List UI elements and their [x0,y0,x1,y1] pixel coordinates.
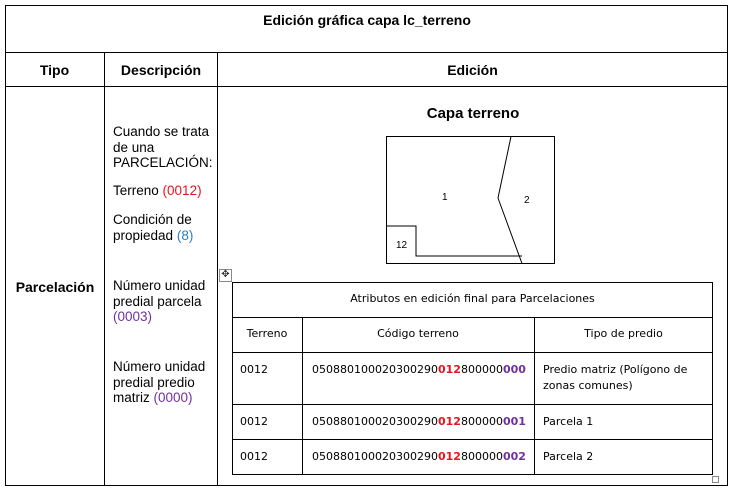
header-row-bottom [5,86,728,87]
row1-code-prefix: 050880100020300290 [312,363,438,376]
inner-caption-bottom [232,317,713,318]
inner-left [232,282,233,475]
condicion-code: (8) [176,227,194,243]
lot12-label: 12 [396,240,408,251]
parcel-diagram [386,136,556,266]
description-condicion [113,212,215,243]
description-terreno [113,183,215,199]
description-intro [113,124,215,171]
row1-code-mid: 800000 [460,363,503,376]
row1-code-terreno: 012 [437,363,461,376]
capa-title: Capa terreno [426,105,520,122]
row1-code-npu: 000 [502,363,526,376]
row3-codigo [312,449,526,465]
col-header-terreno: Terreno [246,327,288,340]
row3-code-prefix: 050880100020300290 [312,450,438,463]
outer-border-bottom [5,485,728,486]
header-descripcion: Descripción [120,62,202,78]
row2-terreno: 0012 [240,415,268,428]
condicion-label: Condición de propiedad [113,212,192,243]
npu-parcela-code: (0003) [113,309,153,324]
npu-parcela-label: Número unidad predial parcela [113,278,206,309]
table-resize-handle[interactable] [712,476,719,483]
terreno-code: (0012) [162,183,202,198]
row3-code-terreno: 012 [437,450,461,463]
npu-matriz-code: (0000) [153,390,193,405]
lot1-label: 1 [442,192,448,203]
inner-top [232,282,713,283]
table-move-handle-icon[interactable]: ✥ [219,269,232,282]
row3-tipo: Parcela 2 [543,450,594,463]
description-npu-parcela [113,278,215,325]
header-tipo: Tipo [39,62,70,78]
row3-code-mid: 800000 [460,450,503,463]
inner-header-bottom [232,352,713,353]
inner-row2-bottom [232,439,713,440]
row2-code-mid: 800000 [460,415,503,428]
row3-terreno: 0012 [240,450,268,463]
description-intro-text: Cuando se trata de una PARCELACIÓN: [113,124,213,170]
parcel-division-line [498,137,522,264]
row1-terreno: 0012 [240,363,268,376]
header-edicion: Edición [447,62,498,78]
table-title: Edición gráfica capa lc_terreno [263,12,471,28]
row2-codigo [312,414,526,430]
terreno-label: Terreno [113,183,159,198]
description-npu-matriz [113,359,215,406]
row2-code-npu: 001 [502,415,526,428]
row2-tipo: Parcela 1 [543,415,594,428]
attributes-caption: Atributos en edición final para Parcelaciones [350,292,595,305]
row1-codigo [312,362,526,378]
inner-bottom [232,474,713,475]
attributes-table [232,282,713,475]
col-divider-1 [104,52,105,486]
inner-row1-bottom [232,404,713,405]
inner-right [712,282,713,475]
row3-code-npu: 002 [502,450,526,463]
outer-border-right [727,5,728,486]
row2-code-terreno: 012 [437,415,461,428]
outer-border-top [5,5,728,6]
lot2-label: 2 [524,195,530,206]
title-row-bottom [5,52,728,53]
col-header-codigo: Código terreno [377,327,459,340]
row2-code-prefix: 050880100020300290 [312,415,438,428]
tipo-value: Parcelación [15,279,95,295]
npu-matriz-label: Número unidad predial predio matriz [113,359,206,405]
row1-tipo: Predio matriz (Polígono de zonas comunes) [543,363,688,392]
col-header-tipo: Tipo de predio [584,327,663,340]
